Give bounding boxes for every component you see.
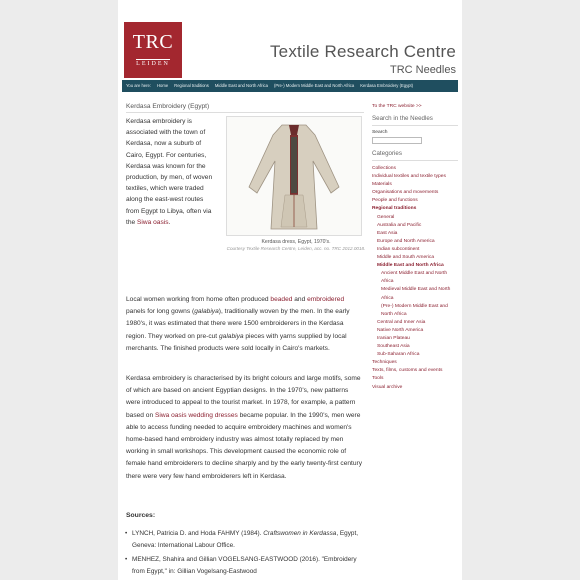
trc-logo[interactable] <box>124 22 182 78</box>
page-title: Kerdasa Embroidery (Egypt) <box>126 103 210 110</box>
sidebar-category-item[interactable]: Middle East and North Africa <box>377 263 444 269</box>
sidebar-category-item[interactable]: Australia and Pacific <box>377 222 422 228</box>
sidebar-category-item[interactable]: Medieval Middle East and North Africa <box>381 287 451 301</box>
backdrop-right <box>460 0 580 580</box>
sidebar-category-item[interactable]: Techniques <box>372 360 397 366</box>
logo-subtext: LEIDEN <box>136 61 170 67</box>
sidebar-category-item[interactable]: Tools <box>372 376 384 382</box>
source-item: • MENHEZ, Shahira and Gillian VOGELSANG-EASTWOOD (2016). "Embroidery from Egypt," in: Gillian Vogelsang-Eastwood <box>132 554 364 578</box>
figure <box>226 116 366 252</box>
category-list <box>372 165 458 392</box>
sidebar-category-item[interactable]: Sub-Saharan Africa <box>377 352 420 358</box>
site-title: Textile Research Centre <box>269 42 456 61</box>
intro-text: Kerdasa embroidery is associated with the town of Kerdasa, now a suburb of Cairo, Egypt. For centuries, Kerdasa was known for the production, by men, of woven textiles, which were traded along the east-west routes from Egypt to Libya, often via the <box>126 118 213 226</box>
dress-illustration-icon <box>227 117 361 235</box>
sidebar-category-item[interactable]: Individual textiles and textile types <box>372 174 446 180</box>
sidebar-category-item[interactable]: Materials <box>372 182 392 188</box>
sidebar-category-item[interactable]: East Asia <box>377 230 398 236</box>
sidebar-divider <box>372 125 458 126</box>
logo-text: TRC <box>132 31 174 53</box>
breadcrumb-item[interactable]: Kerdasa Embroidery (Egypt) <box>360 83 414 88</box>
source-item: • LYNCH, Patricia D. and Hoda FAHMY (1984). Craftswomen in Kerdassa, Egypt, Geneva: International Labour Office. <box>132 528 364 552</box>
sidebar-category-item[interactable]: (Pre-) Modern Middle East and North Africa <box>381 303 448 317</box>
site-subtitle: TRC Needles <box>389 64 456 76</box>
figure-credit: Courtesy Textile Research Centre, Leiden, acc. no. TRC 2012.0018. <box>226 246 366 251</box>
embroidered-link[interactable]: embroidered <box>307 296 345 303</box>
sidebar-category-item[interactable]: Regional traditions <box>372 206 417 212</box>
intro-paragraph: Kerdasa embroidery is associated with the town of Kerdasa, now a suburb of Cairo, Egypt. For centuries, Kerdasa was known for the production, by men, of woven textiles, which were traded along the east-west routes from Egypt to Libya, often via the Siwa oasis. <box>126 118 213 226</box>
breadcrumb-label: You are here: <box>126 83 151 88</box>
siwa-oasis-link[interactable]: Siwa oasis <box>137 218 169 226</box>
sidebar-category-item[interactable]: General <box>377 214 395 220</box>
breadcrumb <box>122 80 458 92</box>
beaded-link[interactable]: beaded <box>270 296 293 303</box>
figure-caption: Kerdasa dress, Egypt, 1970's. <box>261 239 331 245</box>
siwa-wedding-dresses-link[interactable]: Siwa oasis wedding dresses <box>154 411 238 419</box>
trc-website-link[interactable]: To the TRC website >> <box>372 104 422 109</box>
sources-heading: Sources: <box>126 512 156 519</box>
sidebar <box>372 104 458 392</box>
sidebar-divider <box>372 160 458 161</box>
breadcrumb-item[interactable]: Home <box>157 83 169 88</box>
search-input[interactable] <box>372 137 422 144</box>
sidebar-category-item[interactable]: Iranian Plateau <box>377 335 410 341</box>
categories-heading: Categories <box>372 150 402 157</box>
title-divider <box>126 112 364 113</box>
sidebar-category-item[interactable]: Texts, films, customs and events <box>372 368 443 374</box>
backdrop-left <box>0 0 120 580</box>
sidebar-category-item[interactable]: Visual archive <box>372 384 403 390</box>
paragraph-1: Local women working from home often produced beaded and embroidered panels for long gowns (galabiya), traditionally woven by the men. In the early 1980's, it was estimated that there were 1500 embroiderers in the Kerdasa region. They worked on pre-cut galabiya pieces with yarns supplied by local merchants. The finished products were sold locally in Cairo's markets. <box>126 296 350 352</box>
sidebar-category-item[interactable]: Central and Inner Asia <box>377 319 426 325</box>
paragraph-2: Kerdasa embroidery is characterised by its bright colours and large motifs, some of which are based on ancient Egyptian designs. In the 1970's, new patterns were introduced to appeal to the tourist market. In 1978, for example, a pattern based on Siwa oasis wedding dresses became popular. In the 1990's, men were able to access funding needed to acquire embroidery machines and women's home-based hand embroidery industry was almost totally replaced by men working in small workshops. This development caused the economic role of female hand embroiderers to decline sharply and by the early twenty-first century there were very few hand embroiderers left in Kerdasa. <box>126 375 363 480</box>
dress-image[interactable] <box>226 116 362 236</box>
sidebar-category-item[interactable]: Native North America <box>377 327 424 333</box>
breadcrumb-item[interactable]: Regional traditions <box>174 83 209 88</box>
breadcrumb-item[interactable]: (Pre-) Modern Middle East and North Africa <box>273 83 355 88</box>
search-heading: Search in the Needles <box>372 115 433 122</box>
sidebar-category-item[interactable]: Southeast Asia <box>377 344 410 350</box>
sidebar-category-item[interactable]: Ancient Middle East and North Africa <box>381 271 448 285</box>
breadcrumb-item[interactable]: Middle East and North Africa <box>214 83 268 88</box>
web-page <box>118 0 462 580</box>
sidebar-category-item[interactable]: Indian subcontinent <box>377 246 420 252</box>
sidebar-category-item[interactable]: Europe and North America <box>377 238 435 244</box>
search-label: Search <box>372 130 388 135</box>
sidebar-category-item[interactable]: Middle and South America <box>377 255 435 261</box>
sidebar-category-item[interactable]: Organisations and movements <box>372 190 439 196</box>
sidebar-category-item[interactable]: People and functions <box>372 198 418 204</box>
sidebar-category-item[interactable]: Collections <box>372 166 396 171</box>
